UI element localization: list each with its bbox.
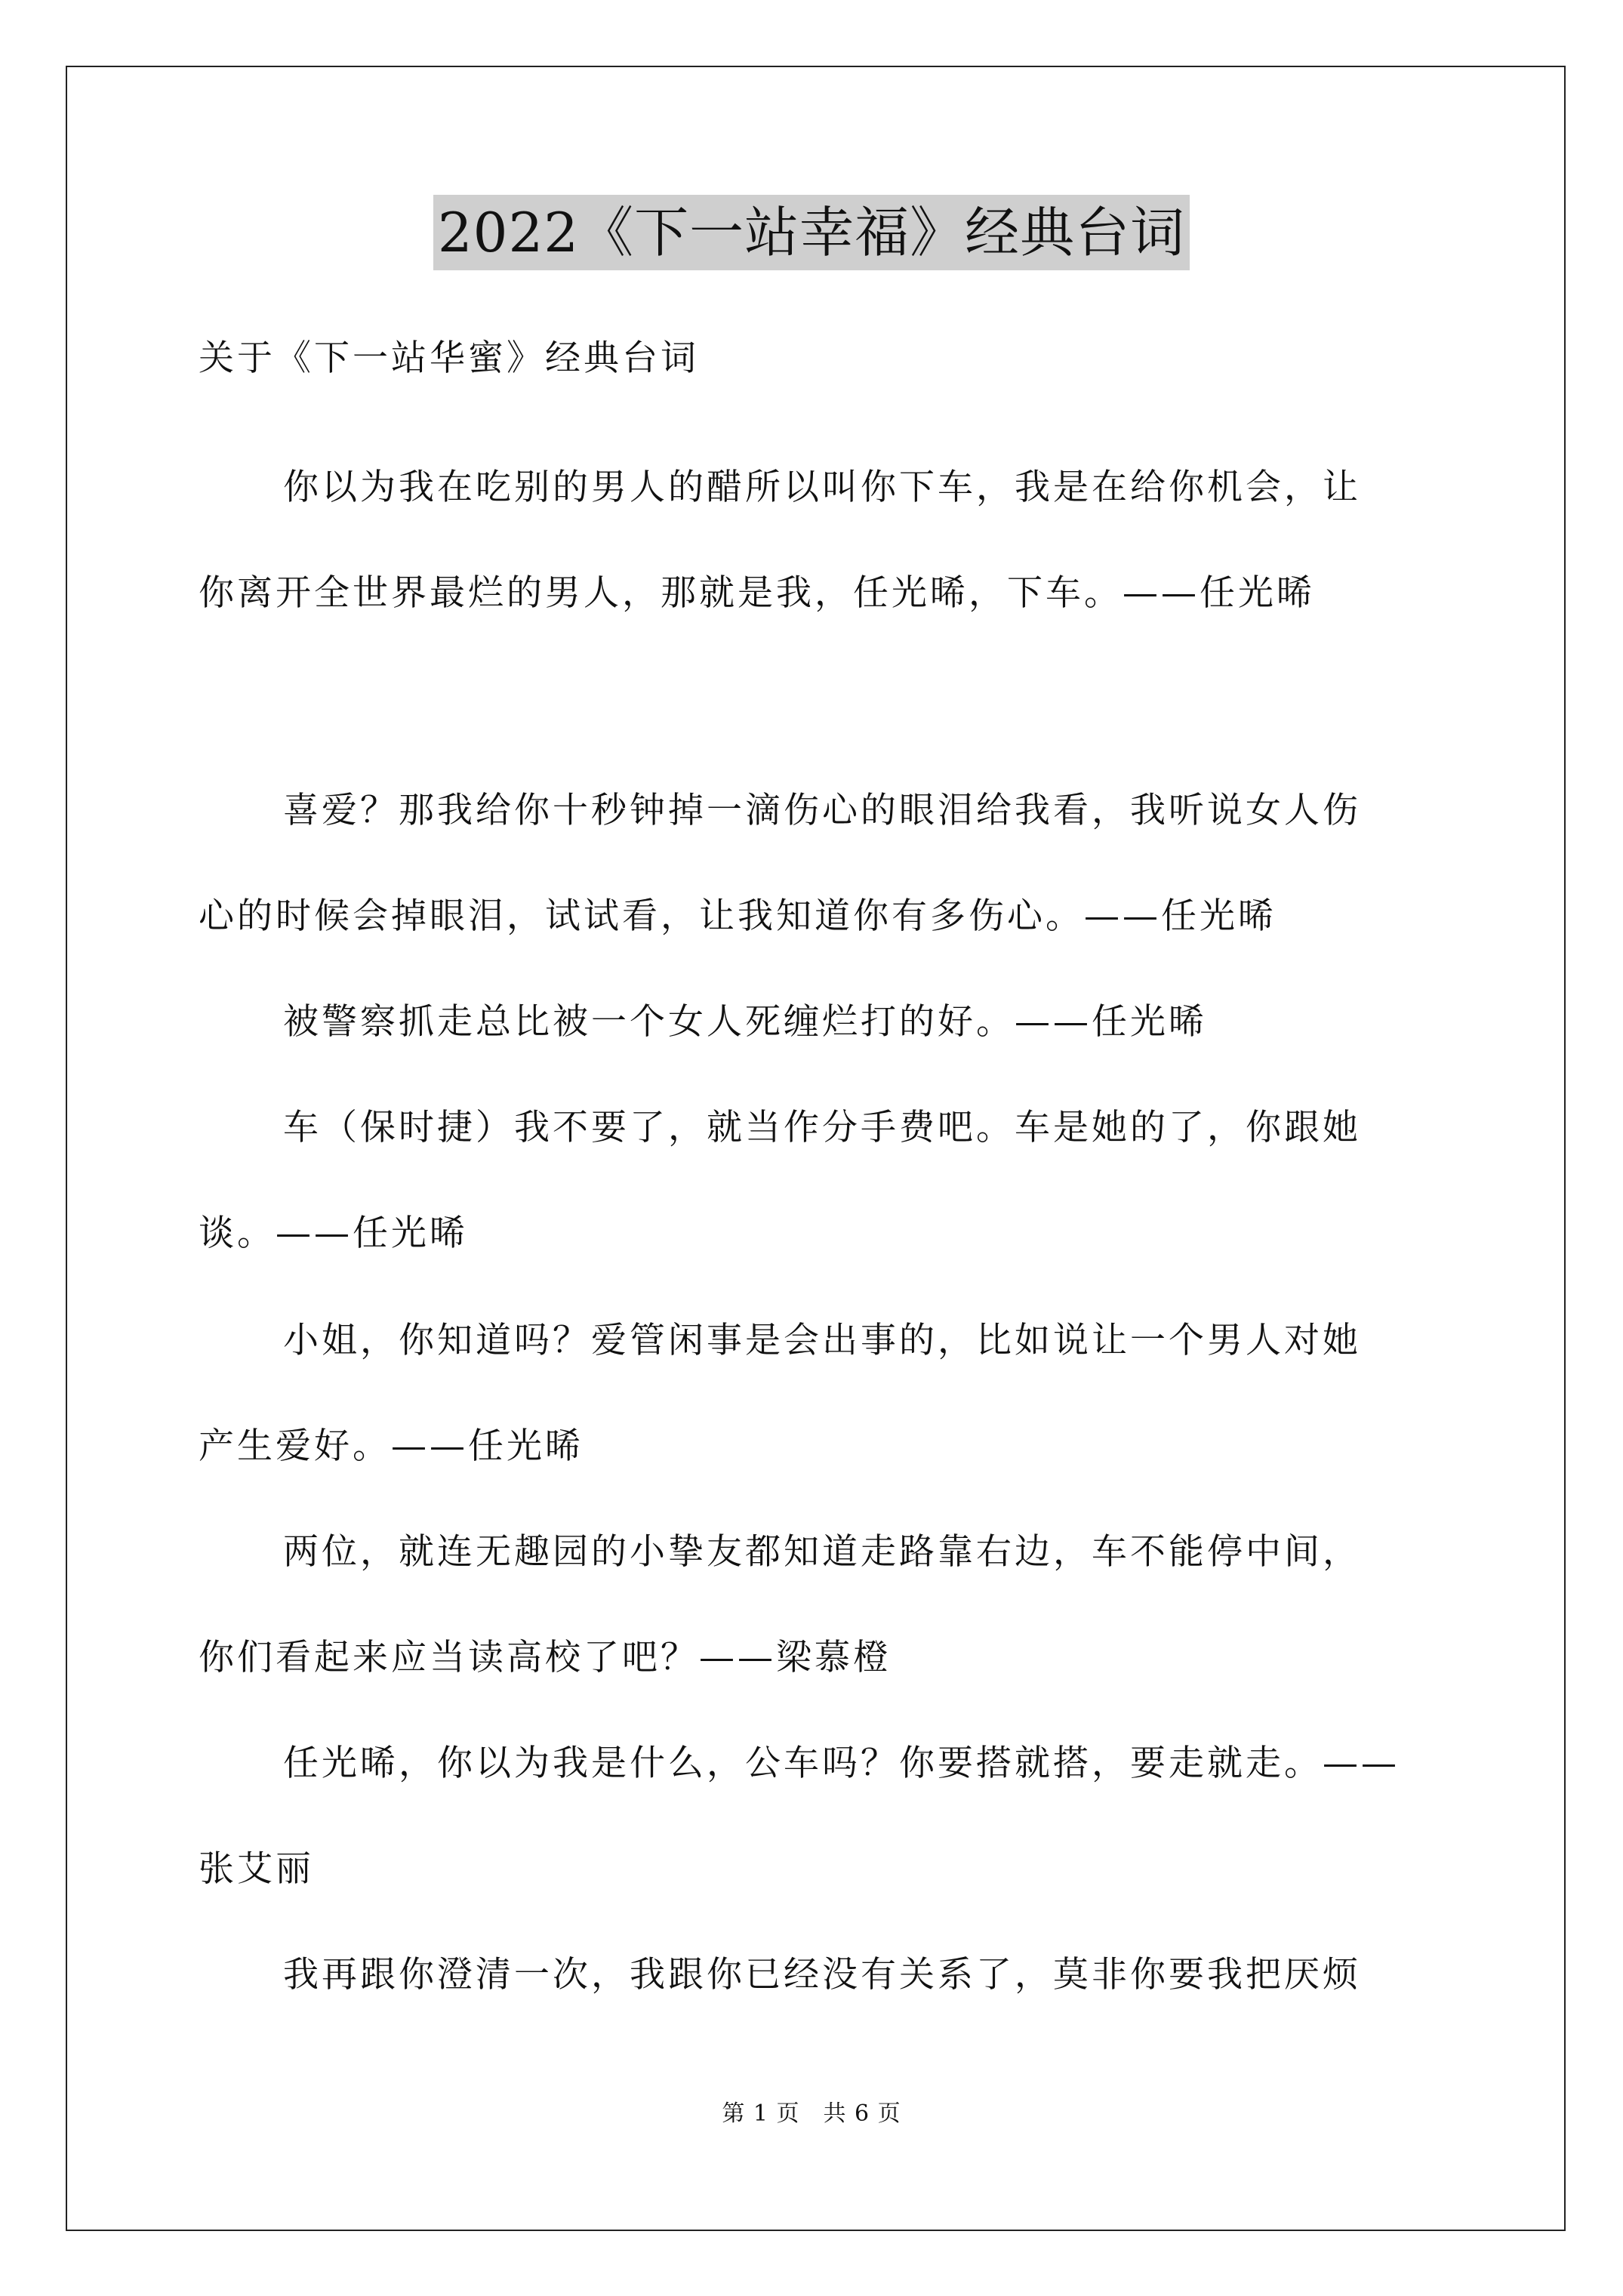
- text-line: 喜爱？那我给你十秒钟掉一滴伤心的眼泪给我看，我听说女人伤: [283, 790, 1361, 831]
- text-line: 产生爱好。——任光晞: [199, 1425, 584, 1467]
- text-line: 我再跟你澄清一次，我跟你已经没有关系了，莫非你要我把厌烦: [283, 1954, 1361, 1996]
- text-line: 谈。——任光晞: [199, 1213, 468, 1254]
- subtitle-line: 关于《下一站华蜜》经典台词: [199, 337, 699, 379]
- text-line: 你以为我在吃别的男人的醋所以叫你下车，我是在给你机会，让: [283, 467, 1361, 508]
- text-line: 小姐，你知道吗？爱管闲事是会出事的，比如说让一个男人对她: [283, 1320, 1361, 1361]
- text-line: 任光晞，你以为我是什么，公车吗？你要搭就搭，要走就走。——: [283, 1743, 1400, 1784]
- title-container: [0, 195, 1623, 270]
- document-title: 2022《下一站幸福》经典台词: [433, 195, 1190, 270]
- text-line: 被警察抓走总比被一个女人死缠烂打的好。——任光晞: [283, 1001, 1207, 1043]
- text-line: 两位，就连无趣园的小挚友都知道走路靠右边，车不能停中间，: [283, 1531, 1361, 1573]
- text-line: 你们看起来应当读高校了吧？——梁慕橙: [199, 1637, 892, 1678]
- text-line: 车（保时捷）我不要了，就当作分手费吧。车是她的了，你跟她: [283, 1107, 1361, 1148]
- text-line: 你离开全世界最烂的男人，那就是我，任光晞，下车。——任光晞: [199, 572, 1315, 614]
- text-line: 心的时候会掉眼泪，试试看，让我知道你有多伤心。——任光晞: [199, 895, 1277, 937]
- page-footer: 第 1 页 共 6 页: [722, 2100, 901, 2127]
- text-line: 张艾丽: [199, 1848, 314, 1890]
